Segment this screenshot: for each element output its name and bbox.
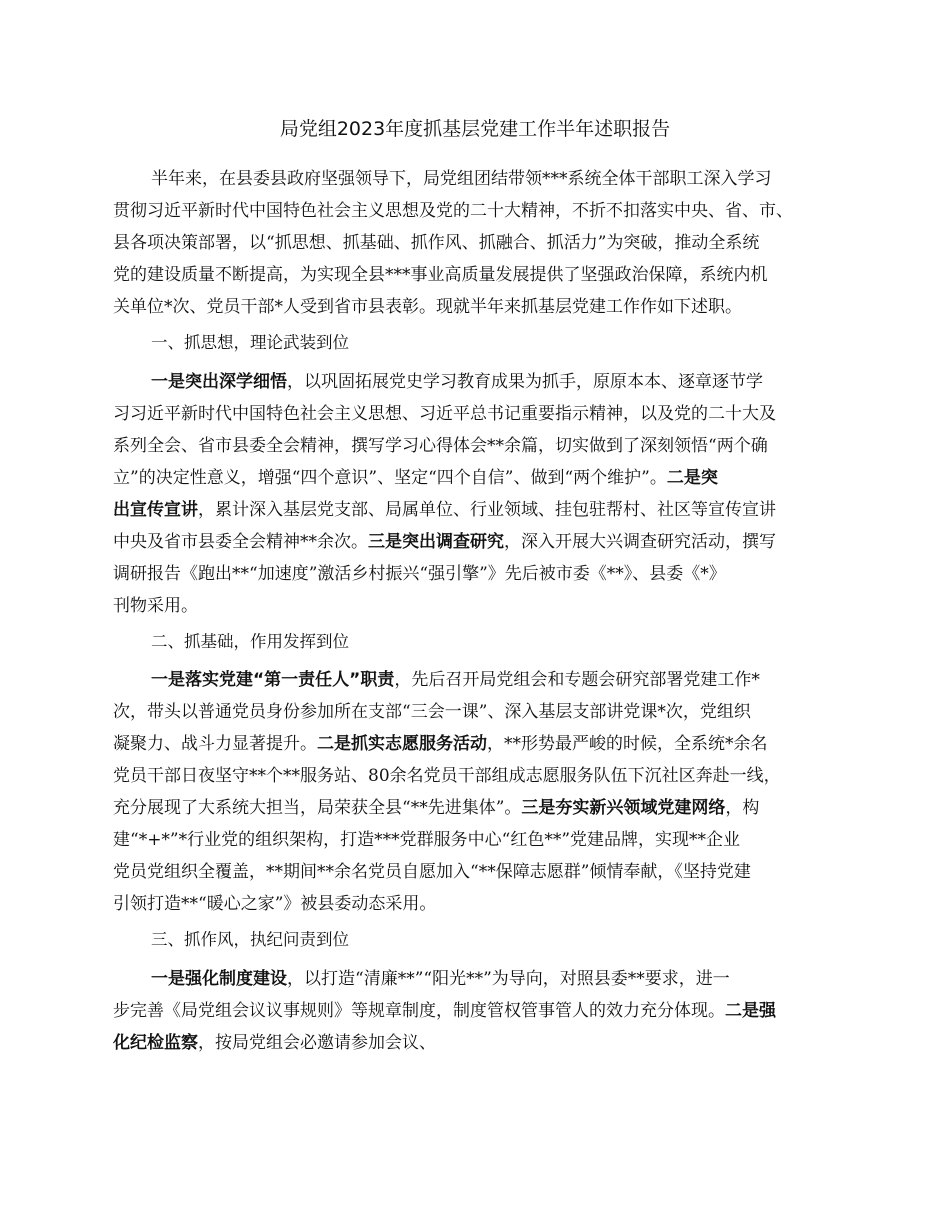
intro-line-3: 县各项决策部署，以“抓思想、抓基础、抓作风、抓融合、抓活力”为突破，推动全系统 — [113, 233, 760, 253]
section-3-point-2-start: 二是强 — [725, 1001, 776, 1021]
section-1-heading: 一、抓思想，理论武装到位 — [151, 333, 349, 352]
section-2-line-6: 建“*+*”*行业党的组织架构，打造***党群服务中心“红色**”党建品牌，实现**企业 — [113, 830, 741, 850]
section-1-line-5: 出宣传宣讲，累计深入基层党支部、局属单位、行业领域、挂包驻帮村、社区等宣传宣讲 — [113, 500, 776, 520]
section-2-heading: 二、抓基础，作用发挥到位 — [151, 632, 349, 651]
section-3-point-1: 一是强化制度建设 — [151, 969, 287, 989]
section-1-point-2-start: 二是突 — [666, 468, 718, 488]
section-1-line-3: 系列全会、省市县委全会精神，撰写学习心得体会**余篇，切实做到了深刻领悟“两个确 — [113, 436, 768, 456]
section-1-line-4: 立”的决定性意义，增强“四个意识”、坚定“四个自信”、做到“两个维护”。二是突 — [113, 468, 718, 488]
section-1-line-2: 习习近平新时代中国特色社会主义思想、习近平总书记重要指示精神，以及党的二十大及 — [113, 404, 776, 424]
section-2-point-1: 一是落实党建“第一责任人”职责 — [151, 670, 395, 690]
section-3-line-2: 步完善《局党组会议议事规则》等规章制度，制度管权管事管人的效力充分体现。二是强 — [113, 1001, 776, 1021]
section-3-line-1: 一是强化制度建设，以打造“清廉**”“阳光**”为导向，对照县委**要求，进一 — [151, 969, 730, 989]
section-2-point-2: 二是抓实志愿服务活动 — [317, 734, 487, 754]
section-1-point-3: 三是突出调查研究 — [368, 532, 504, 552]
section-1-line-6: 中央及省市县委全会精神**余次。三是突出调查研究，深入开展大兴调查研究活动，撰写 — [113, 532, 776, 552]
section-2-line-7: 党员党组织全覆盖，**期间**余名党员自愿加入“**保障志愿群”倾情奉献，《坚持党建 — [113, 862, 751, 882]
section-1-point-1: 一是突出深学细悟 — [151, 372, 287, 392]
section-1-point-2-end: 出宣传宣讲 — [113, 500, 198, 520]
document-title: 局党组2023年度抓基层党建工作半年述职报告 — [279, 118, 671, 140]
section-2-line-3: 凝聚力、战斗力显著提升。二是抓实志愿服务活动，**形势最严峻的时候，全系统*余名 — [113, 734, 768, 754]
section-2-line-8: 引领打造**“暖心之家”》被县委动态采用。 — [113, 894, 437, 914]
section-1-line-7: 调研报告《跑出**“加速度”激活乡村振兴“强引擎”》先后被市委《**》、县委《*》 — [113, 564, 726, 584]
section-2-line-4: 党员干部日夜坚守**个**服务站、80余名党员干部组成志愿服务队伍下沉社区奔赴一线， — [113, 766, 781, 786]
section-3-line-3: 化纪检监察，按局党组会必邀请参加会议、 — [113, 1033, 436, 1053]
intro-line-5: 关单位*次、党员干部*人受到省市县表彰。现就半年来抓基层党建工作作如下述职。 — [113, 297, 742, 317]
section-1-line-8: 刊物采用。 — [113, 596, 198, 616]
section-1-line-1: 一是突出深学细悟，以巩固拓展党史学习教育成果为抓手，原原本本、逐章逐节学 — [151, 372, 763, 392]
section-2-point-3: 三是夯实新兴领域党建网络 — [521, 798, 726, 818]
intro-line-1: 半年来，在县委县政府坚强领导下，局党组团结带领***系统全体干部职工深入学习 — [151, 169, 772, 189]
section-3-point-2-end: 化纪检监察 — [113, 1033, 198, 1053]
section-2-line-5: 充分展现了大系统大担当，局荣获全县“**先进集体”。三是夯实新兴领域党建网络，构 — [113, 798, 760, 818]
section-2-line-2: 次，带头以普通党员身份参加所在支部“三会一课”、深入基层支部讲党课*次，党组织 — [113, 702, 751, 722]
section-2-line-1: 一是落实党建“第一责任人”职责，先后召开局党组会和专题会研究部署党建工作* — [151, 670, 760, 690]
section-3-heading: 三、抓作风，执纪问责到位 — [151, 930, 349, 949]
intro-line-2: 贯彻习近平新时代中国特色社会主义思想及党的二十大精神，不折不扣落实中央、省、市、 — [113, 201, 793, 221]
intro-line-4: 党的建设质量不断提高，为实现全县***事业高质量发展提供了坚强政治保障，系统内机 — [113, 265, 768, 285]
